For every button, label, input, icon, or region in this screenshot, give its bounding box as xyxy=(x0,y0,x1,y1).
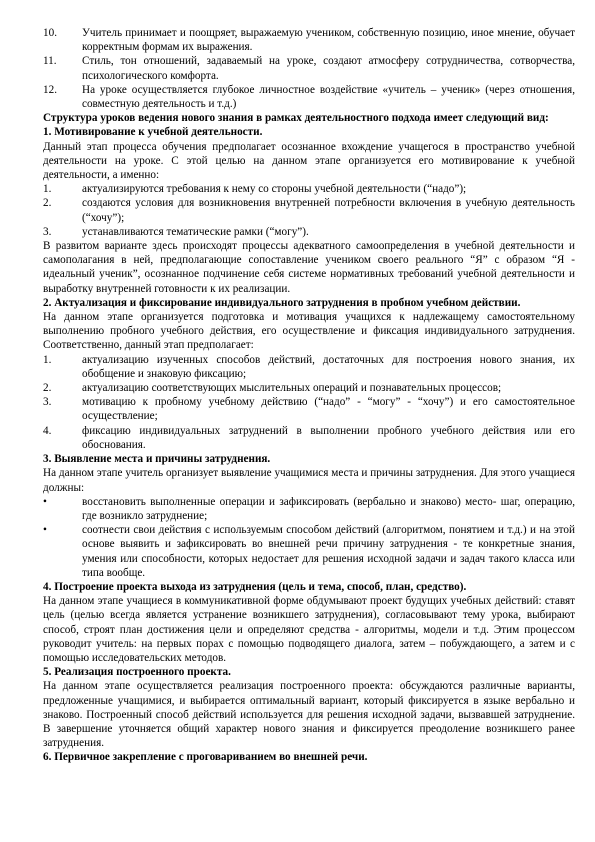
list-number: 12. xyxy=(43,83,57,96)
list-number: 3. xyxy=(43,396,52,409)
list-number: 4. xyxy=(43,424,52,437)
list-number: 3. xyxy=(43,225,52,238)
list-number: 11. xyxy=(43,55,57,68)
list-text: Учитель принимает и поощряет, выражаемую учеником, собственную позицию, иное мнение, обучает корректным формам их выражения. xyxy=(82,27,575,54)
list-number: 10. xyxy=(43,27,57,39)
list-text: соотнести свои действия с используемым способом действий (алгоритмом, понятием и т.д.) и на этой основе выявить и зафиксировать во внешней речи причину затруднения - те конкретные знания, умения или способности, которых недостает для решения исходной задачи и задач такого класса или типа вообще. xyxy=(82,524,575,579)
section-heading: 4. Построение проекта выхода из затруднения (цель и тема, способ, план, средство). xyxy=(43,580,467,593)
bullet-icon: • xyxy=(43,524,47,537)
paragraph: На данном этапе осуществляется реализация построенного проекта: обсуждаются различные варианты, предложенные учащимися, и выбирается оптимальный вариант, который фиксируется в языке вербально и знаково. Построенный способ действий используется для решения исходной задачи, вызвавшей затруднение. В завершение уточняется общий характер нового знания и фиксируется преодоление возникшего ранее затруднения. xyxy=(43,680,575,750)
section-heading: 2. Актуализация и фиксирование индивидуального затруднения в пробном учебном действии. xyxy=(43,296,521,309)
list-number: 1. xyxy=(43,353,52,366)
list-item xyxy=(43,395,575,423)
list-item xyxy=(43,424,575,452)
paragraph: На данном этапе учащиеся в коммуникативной форме обдумывают проект будущих учебных действий: ставят цель (целью всегда является устранение возникшего затруднения), согласовывают тему урока, выбирают способ, строят план достижения цели и определяют средства - алгоритмы, модели и т.д. Этим процессом руководит учитель: на первых порах с помощью подводящего диалога, затем – побуждающего, а затем и с помощью исследовательских методов. xyxy=(43,595,575,664)
paragraph: Данный этап процесса обучения предполагает осознанное вхождение учащегося в пространство учебной деятельности на уроке. С этой целью на данном этапе организуется его мотивирование к учебной деятельности, а именно: xyxy=(43,140,575,182)
list-item xyxy=(43,26,575,54)
list-item xyxy=(43,495,575,523)
structure-heading: Структура уроков ведения нового знания в рамках деятельностного подхода имеет следующий вид: xyxy=(43,112,549,125)
list-text: восстановить выполненные операции и зафиксировать (вербально и знаково) место- шаг, операцию, где возникло затруднение; xyxy=(82,495,575,522)
list-text: Стиль, тон отношений, задаваемый на уроке, создают атмосферу сотрудничества, сотворчества, психологического комфорта. xyxy=(82,55,575,82)
list-item xyxy=(43,381,575,395)
list-item xyxy=(43,196,575,224)
list-item xyxy=(43,182,575,196)
list-text: актуализацию соответствующих мыслительных операций и познавательных процессов; xyxy=(82,382,502,395)
list-item xyxy=(43,353,575,381)
list-text: мотивацию к пробному учебному действию (“надо” - “могу” - “хочу”) и его самостоятельное осуществление; xyxy=(82,396,575,423)
list-item xyxy=(43,523,575,580)
list-item xyxy=(43,225,575,239)
list-text: актуализируются требования к нему со стороны учебной деятельности (“надо”); xyxy=(82,183,467,196)
list-number: 2. xyxy=(43,382,52,395)
list-text: актуализацию изученных способов действий, достаточных для построения нового знания, их обобщение и знаковую фиксацию; xyxy=(82,353,575,380)
list-item xyxy=(43,54,575,82)
list-text: создаются условия для возникновения внутренней потребности включения в учебную деятельность (“хочу”); xyxy=(82,197,575,224)
list-number: 1. xyxy=(43,183,52,196)
section-heading: 3. Выявление места и причины затруднения. xyxy=(43,453,271,466)
list-text: фиксацию индивидуальных затруднений в выполнении пробного учебного действия или его обоснования. xyxy=(82,424,575,451)
paragraph: На данном этапе учитель организует выявление учащимися места и причины затруднения. Для этого учащиеся должны: xyxy=(43,467,575,494)
list-number: 2. xyxy=(43,197,52,210)
section-heading: 6. Первичное закрепление с проговариванием во внешней речи. xyxy=(43,751,368,764)
list-item xyxy=(43,83,575,111)
section-heading: 1. Мотивирование к учебной деятельности. xyxy=(43,126,263,139)
list-text: На уроке осуществляется глубокое личностное воздействие «учитель – ученик» (через отношения, совместную деятельность и т.д.) xyxy=(82,83,575,111)
bullet-icon: • xyxy=(43,495,47,508)
paragraph: На данном этапе организуется подготовка и мотивация учащихся к надлежащему самостоятельному выполнению пробного учебного действия, его осуществление и фиксация индивидуального затруднения. Соответственно, данный этап предполагает: xyxy=(43,311,575,352)
list-text: устанавливаются тематические рамки (“могу”). xyxy=(82,225,309,238)
section-heading: 5. Реализация построенного проекта. xyxy=(43,666,231,679)
paragraph: В развитом варианте здесь происходят процессы адекватного самоопределения в учебной деятельности и самополагания в ней, предполагающие сопоставление учеником своего реального “Я” с образом “Я - идеальный ученик”, осознанное подчинение себя системе нормативных требований учебной деятельности и выработку внутренней готовности к их реализации. xyxy=(43,240,575,295)
